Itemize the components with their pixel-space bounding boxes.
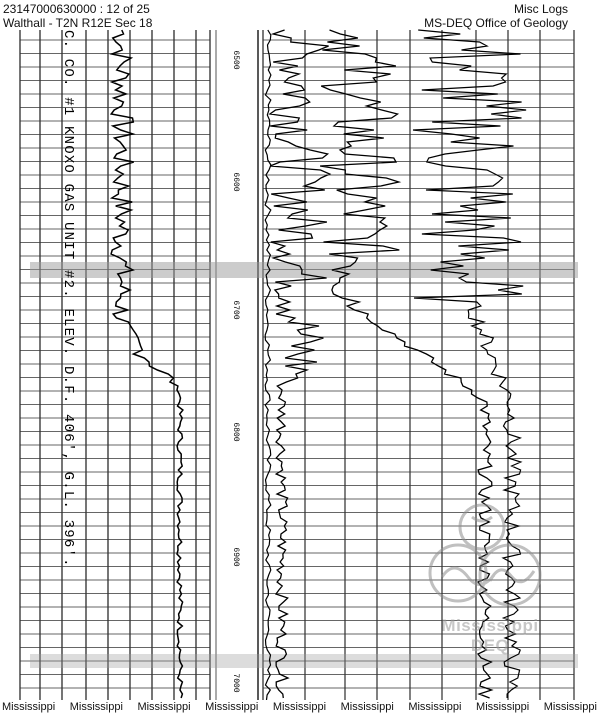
footer-label: Mississippi — [69, 701, 123, 713]
mississippi-deq-watermark — [420, 495, 560, 660]
well-location-label: Walthall - T2N R12E Sec 18 — [3, 16, 153, 30]
depth-labels — [231, 50, 240, 692]
footer-label: Mississippi — [543, 701, 597, 713]
footer-label: Mississippi — [2, 701, 56, 713]
footer-label: Mississippi — [476, 701, 530, 713]
depth-label: 6600 — [231, 172, 240, 192]
watermark-line1: Mississippi — [441, 616, 539, 635]
watermark-line2: DEQ — [470, 636, 510, 655]
depth-label: 6700 — [231, 300, 240, 320]
depth-label: 7000 — [231, 673, 240, 693]
footer-label: Mississippi — [137, 701, 191, 713]
left-track-grid — [20, 30, 216, 700]
footer-strip — [0, 700, 599, 715]
footer-label: Mississippi — [340, 701, 394, 713]
footer-label: Mississippi — [272, 701, 327, 713]
well-id-page-label: 23147000630000 : 12 of 25 — [3, 2, 150, 16]
well-annotation-text: C. CO. #1 KNOXO GAS UNIT #2. ELEV. D.F. 406', G.L. 396'. — [60, 30, 76, 568]
footer-label: Mississippi — [205, 701, 259, 713]
well-annotation — [56, 30, 80, 568]
depth-label: 6900 — [231, 547, 240, 567]
agency-label: MS-DEQ Office of Geology — [424, 16, 568, 30]
document-category-label: Misc Logs — [513, 2, 568, 16]
deq-logo-icon — [420, 495, 560, 620]
depth-label: 6800 — [231, 422, 240, 442]
depth-label: 6500 — [231, 50, 240, 70]
footer-label: Mississippi — [408, 701, 462, 713]
